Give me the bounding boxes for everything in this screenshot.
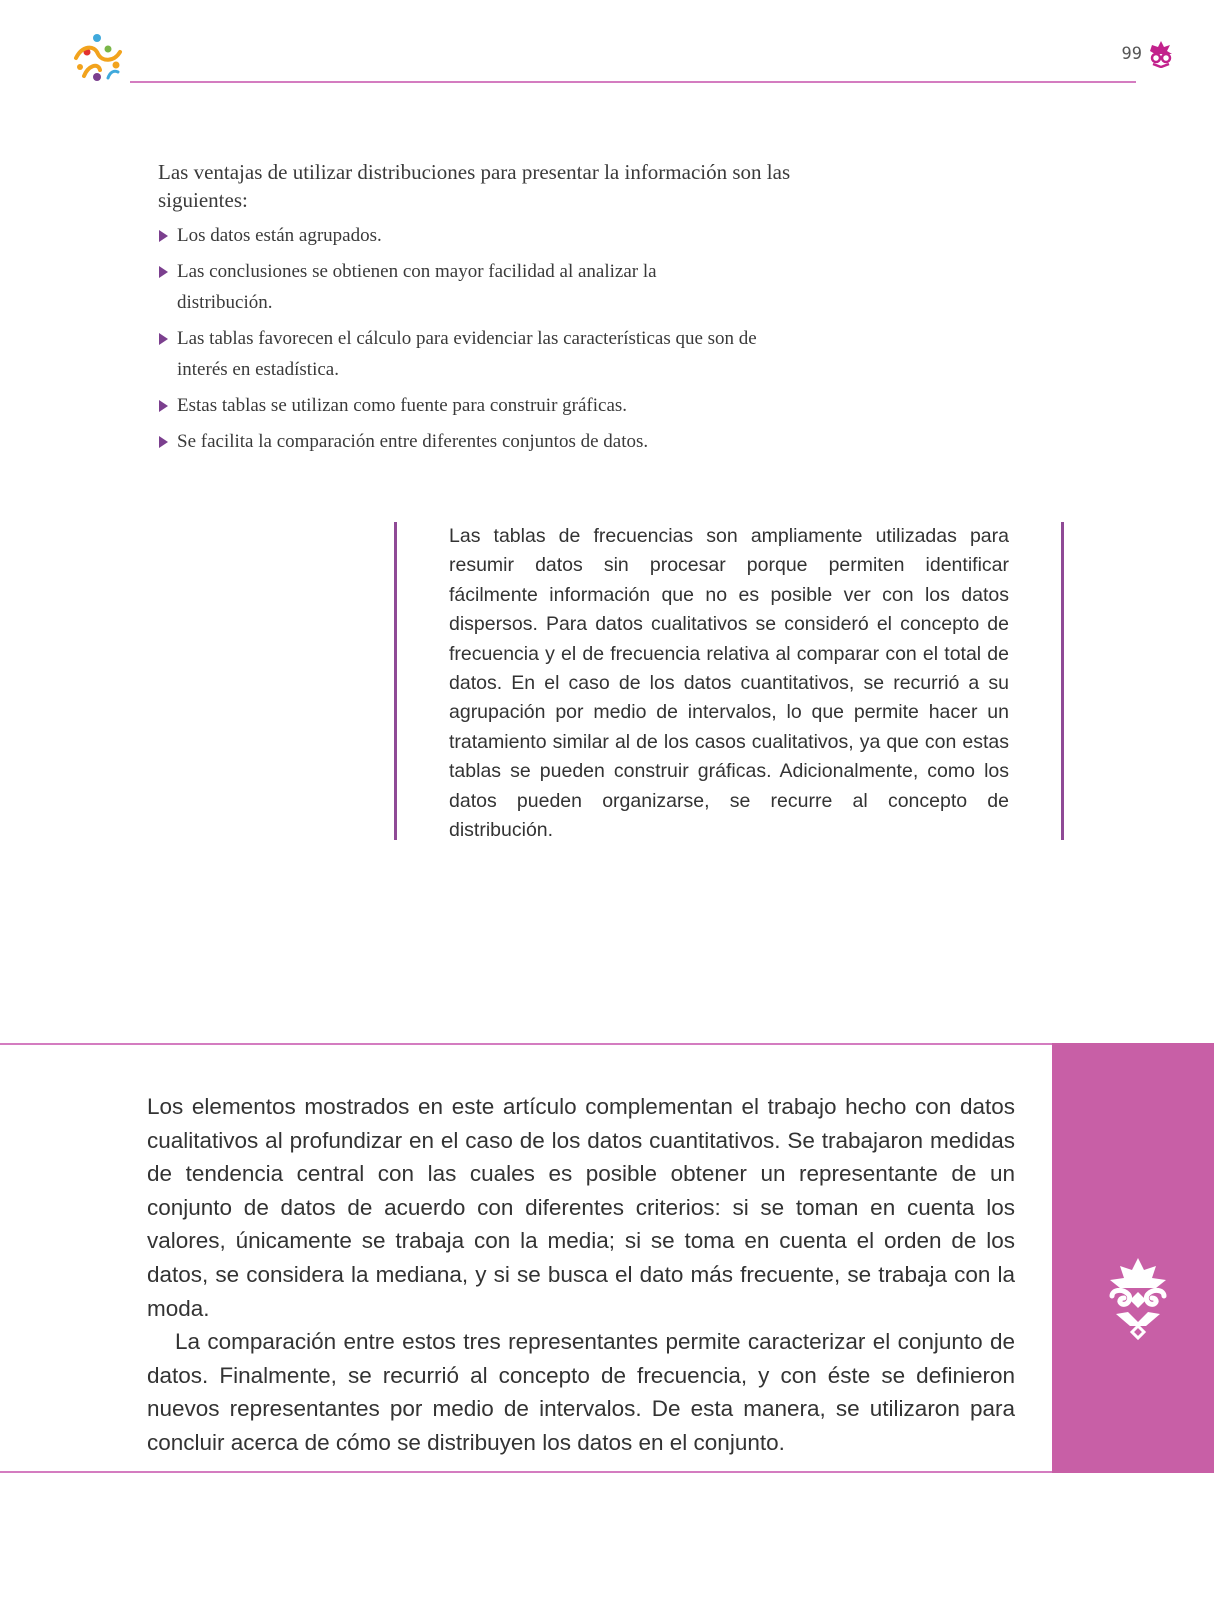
list-item: [158, 220, 737, 251]
list-item-text: Las tablas favorecen el cálculo para evidenciar las características que son de interés en estadística.: [177, 328, 757, 380]
purple-arrow-icon: [159, 400, 168, 412]
page-number: 99: [1121, 44, 1142, 64]
list-item-text: Las conclusiones se obtienen con mayor facilidad al analizar la distribución.: [177, 261, 657, 313]
boxed-note-text: Las tablas de frecuencias son ampliamente utilizadas para resumir datos sin procesar porque permiten identificar fácilmente información que no es posible ver con los datos dispersos. Para datos cualitativos se consideró el concepto de frecuencia y el de frecuencia relativa al comparar con el total de datos. En el caso de los datos cuantitativos, se recurrió a su agrupación por medio de intervalos, lo que permite hacer un tratamiento similar al de los casos cualitativos, ya que con estas tablas se pueden construir gráficas. Adicionalmente, como los datos pueden organizarse, se recurre al concepto de distribución.: [449, 525, 1009, 842]
colorful-dots-logo-icon: [70, 32, 126, 84]
purple-arrow-icon: [159, 230, 168, 242]
list-item: [158, 323, 757, 385]
intro-section: [158, 158, 858, 462]
summary-paragraph-2: La comparación entre estos tres representantes permite caracterizar el conjunto de datos. Finalmente, se recurrió al concepto de frecuencia, y con éste se definieron nuevos representantes por medio de intervalos. De esta manera, se utilizaron para concluir acerca de cómo se distribuyen los datos en el conjunto.: [147, 1329, 1015, 1455]
white-flower-emblem-icon: [1106, 1256, 1170, 1342]
summary-paragraph-1: Los elementos mostrados en este artículo complementan el trabajo hecho con datos cualitativos al profundizar en el caso de los datos cuantitativos. Se trabajaron medidas de tendencia central con las cuales es posible obtener un representante de un conjunto de datos de acuerdo con diferentes criterios: si se toman en cuenta los valores, únicamente se trabaja con la media; si se toma en cuenta el orden de los datos, se considera la mediana, y si se busca el dato más frecuente, se trabaja con la moda.: [147, 1094, 1015, 1321]
purple-arrow-icon: [159, 436, 168, 448]
list-item-text: Se facilita la comparación entre diferentes conjuntos de datos.: [177, 431, 649, 452]
list-item-text: Estas tablas se utilizan como fuente para construir gráficas.: [177, 395, 628, 416]
purple-arrow-icon: [159, 333, 168, 345]
header-rule: [130, 81, 1136, 83]
boxed-note: [394, 522, 1064, 840]
list-item: [158, 256, 717, 318]
list-item: [158, 426, 817, 457]
magenta-flower-icon: [1148, 40, 1174, 68]
intro-lead: Las ventajas de utilizar distribuciones para presentar la información son las siguientes:: [158, 160, 791, 212]
summary-rule-top: [0, 1043, 1052, 1045]
summary-rule-bottom: [0, 1471, 1052, 1473]
summary-section: [147, 1090, 1015, 1460]
list-item-text: Los datos están agrupados.: [177, 225, 382, 246]
list-item: [158, 390, 777, 421]
purple-arrow-icon: [159, 266, 168, 278]
advantages-list: [158, 220, 858, 457]
